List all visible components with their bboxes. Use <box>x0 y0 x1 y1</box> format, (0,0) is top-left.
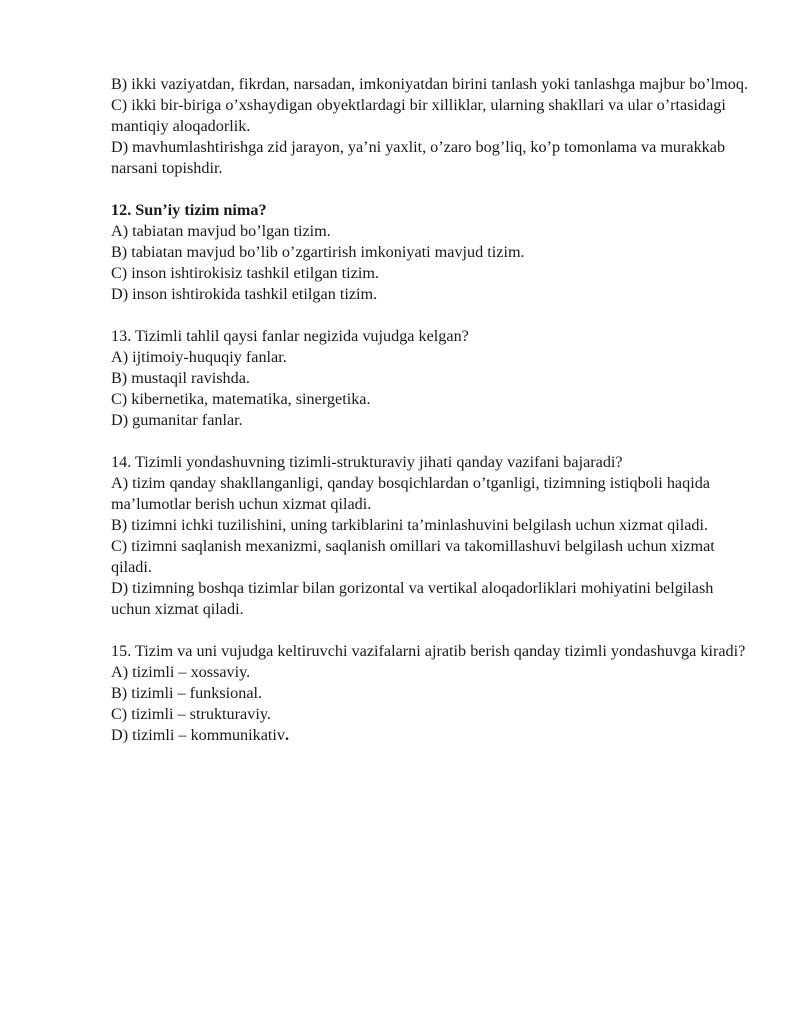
question-11-continuation <box>111 74 751 179</box>
q12-option-b: B) tabiatan mavjud bo’lib o’zgartirish imkoniyati mavjud tizim. <box>111 243 525 261</box>
q13-title: 13. Tizimli tahlil qaysi fanlar negizida vujudga kelgan? <box>111 327 469 345</box>
question-12 <box>111 200 751 305</box>
q12-option-a: A) tabiatan mavjud bo’lgan tizim. <box>111 222 331 240</box>
q13-option-a: A) ijtimoiy-huquqiy fanlar. <box>111 348 287 366</box>
q12-option-c: C) inson ishtirokisiz tashkil etilgan tizim. <box>111 264 379 282</box>
q14-title: 14. Tizimli yondashuvning tizimli-strukturaviy jihati qanday vazifani bajaradi? <box>111 453 623 471</box>
q13-option-d: D) gumanitar fanlar. <box>111 411 243 429</box>
q13-option-b: B) mustaqil ravishda. <box>111 369 250 387</box>
question-14 <box>111 452 751 620</box>
q15-option-a: A) tizimli – xossaviy. <box>111 663 251 681</box>
q14-option-b: B) tizimni ichki tuzilishini, uning tarkiblarini ta’minlashuvini belgilash uchun xizmat qiladi. <box>111 516 709 534</box>
q14-option-a: A) tizim qanday shakllanganligi, qanday bosqichlardan o’tganligi, tizimning istiqboli haqida ma’lumotlar berish uchun xizmat qiladi. <box>111 474 710 513</box>
q14-option-c: C) tizimni saqlanish mexanizmi, saqlanish omillari va takomillashuvi belgilash uchun xizmat qiladi. <box>111 537 715 576</box>
question-15 <box>111 641 751 746</box>
q15-option-c: C) tizimli – strukturaviy. <box>111 705 271 723</box>
q15-option-d <box>111 725 751 746</box>
q15-option-d-period: . <box>285 726 290 744</box>
q15-option-b: B) tizimli – funksional. <box>111 684 263 702</box>
q11-option-c: C) ikki bir-biriga o’xshaydigan obyektlardagi bir xilliklar, ularning shakllari va ular o’rtasidagi mantiqiy aloqadorlik. <box>111 96 726 135</box>
q13-option-c: C) kibernetika, matematika, sinergetika. <box>111 390 371 408</box>
q11-option-d: D) mavhumlashtirishga zid jarayon, ya’ni yaxlit, o’zaro bog’liq, ko’p tomonlama va murakkab narsani topishdir. <box>111 138 726 177</box>
q12-title: 12. Sun’iy tizim nima? <box>111 201 267 219</box>
q15-title: 15. Tizim va uni vujudga keltiruvchi vazifalarni ajratib berish qanday tizimli yondashuvga kiradi? <box>111 642 746 660</box>
q11-option-b: B) ikki vaziyatdan, fikrdan, narsadan, imkoniyatdan birini tanlash yoki tanlashga majbur bo’lmoq. <box>111 75 749 93</box>
q15-option-d-text: D) tizimli – kommunikativ <box>111 726 285 744</box>
q12-option-d: D) inson ishtirokida tashkil etilgan tizim. <box>111 285 378 303</box>
document-page <box>111 74 751 746</box>
q14-option-d: D) tizimning boshqa tizimlar bilan gorizontal va vertikal aloqadorliklari mohiyatini belgilash uchun xizmat qiladi. <box>111 579 714 618</box>
question-13 <box>111 326 751 431</box>
